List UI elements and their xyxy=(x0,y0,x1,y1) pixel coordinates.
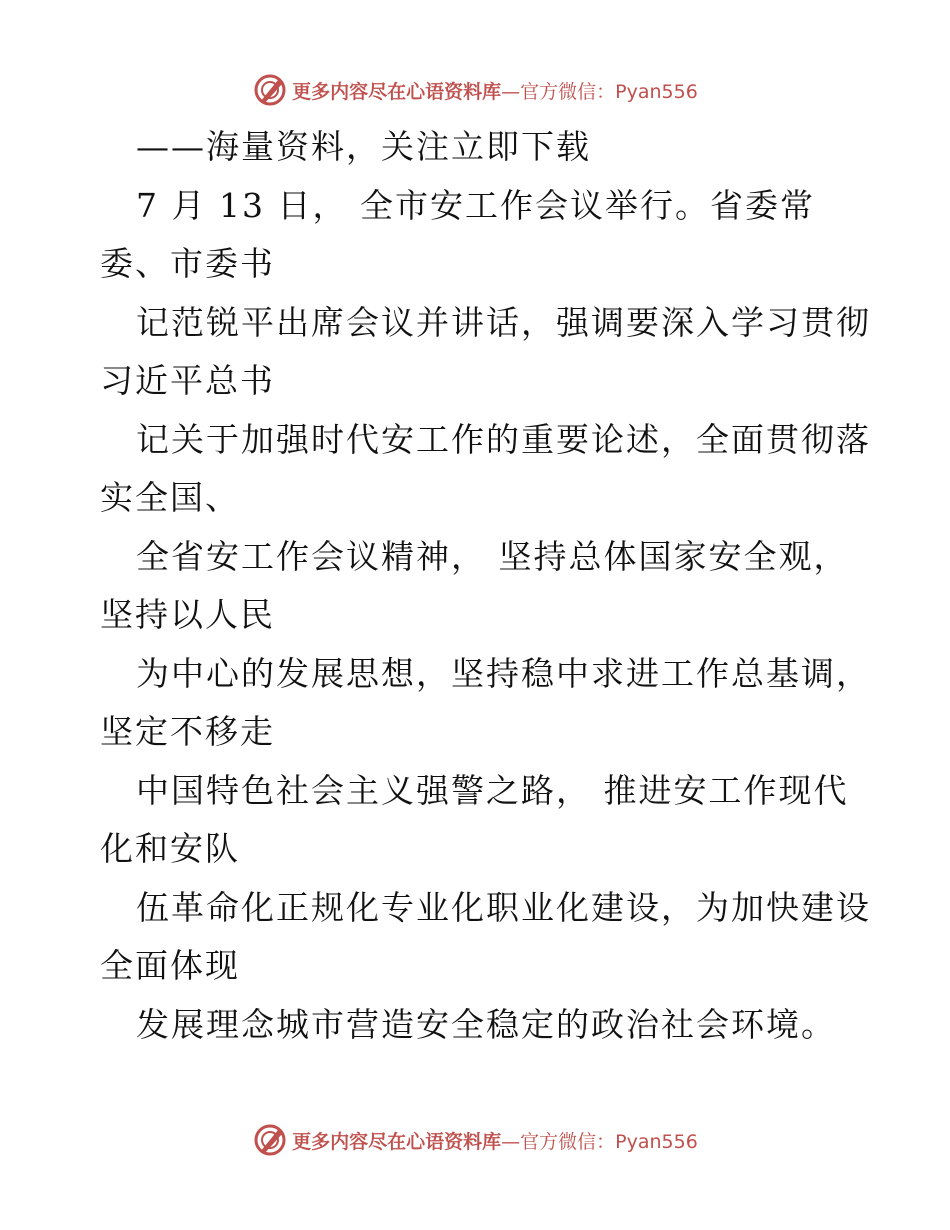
doc-line-1: ——海量资料，关注立即下载 xyxy=(136,127,591,166)
doc-line-14: 伍革命化正规化专业化职业化建设，为加快建设 xyxy=(136,888,871,927)
doc-line-8: 全省安工作会议精神， 坚持总体国家安全观， xyxy=(136,537,849,576)
doc-line-10: 为中心的发展思想，坚持稳中求进工作总基调， xyxy=(136,654,871,693)
doc-line-6: 记关于加强时代安工作的重要论述，全面贯彻落 xyxy=(136,420,871,459)
doc-line-5: 习近平总书 xyxy=(100,361,275,400)
doc-line-11: 坚定不移走 xyxy=(100,712,275,751)
doc-line-2: 7 月 13 日， 全市安工作会议举行。省委常 xyxy=(136,186,815,225)
watermark-text: 更多内容尽在心语资料库—官方微信：Pyan556 xyxy=(292,80,698,103)
header-watermark xyxy=(0,70,950,110)
doc-line-4: 记范锐平出席会议并讲话，强调要深入学习贯彻 xyxy=(136,303,871,342)
footer-watermark xyxy=(0,1120,950,1160)
pen-seal-icon xyxy=(252,1122,288,1158)
doc-line-13: 化和安队 xyxy=(100,829,240,868)
pen-seal-icon xyxy=(252,72,288,108)
doc-line-3: 委、市委书 xyxy=(100,244,275,283)
doc-line-12: 中国特色社会主义强警之路， 推进安工作现代 xyxy=(136,771,849,810)
doc-line-15: 全面体现 xyxy=(100,946,240,985)
doc-line-9: 坚持以人民 xyxy=(100,595,275,634)
watermark-text: 更多内容尽在心语资料库—官方微信：Pyan556 xyxy=(292,1130,698,1153)
doc-line-16: 发展理念城市营造安全稳定的政治社会环境。 xyxy=(136,1005,836,1044)
doc-line-7: 实全国、 xyxy=(100,478,240,517)
